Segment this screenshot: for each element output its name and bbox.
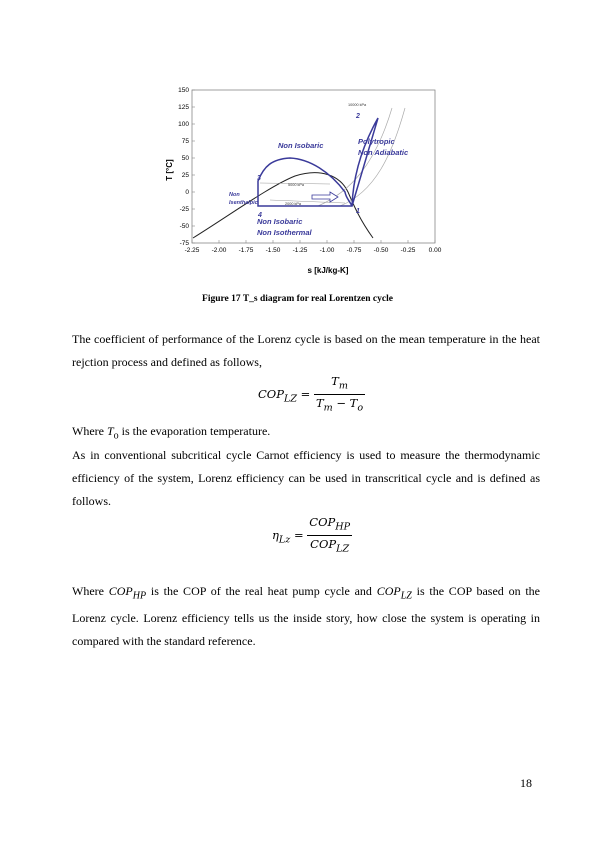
y-tick-label: -25 [179,206,189,213]
label-non-isothermal: Non Isothermal [257,228,312,237]
y-tick-label: -75 [179,240,189,247]
y-tick-label: -50 [179,223,189,230]
point-4-label: 4 [258,212,262,219]
y-axis-label: T [°C] [165,159,174,181]
y-tick-label: 150 [178,87,189,94]
eq2-fraction: $\frac{COP_{HP}}{COP_{LZ}}$ [309,515,351,555]
x-tick-label: -2.25 [184,247,200,254]
x-tick-label: -1.50 [265,247,281,254]
label-10000kpa: 10000 kPa [348,103,367,107]
eq1-fraction: $\frac{T_m}{T_m - T_o}$ [315,374,364,414]
x-tick-label: 0.00 [428,247,442,254]
y-tick-label: 0 [185,189,189,196]
eq1-lhs: $COP_{LZ}$ [258,386,297,405]
label-polytropic: Polytropic [358,137,395,146]
ts-diagram-figure [160,80,450,280]
x-tick-label: -1.00 [319,247,335,254]
x-axis-label: s [kJ/kg-K] [307,266,349,275]
x-tick-label: -2.00 [211,247,227,254]
page-number: 18 [520,776,532,790]
point-3-label: 3 [257,175,261,182]
y-tick-label: 100 [178,121,189,128]
x-tick-label: -0.50 [373,247,389,254]
point-2-label: 2 [356,113,360,120]
x-tick-label: -1.75 [238,247,254,254]
label-non: Non [229,192,240,198]
y-tick-label: 50 [181,155,189,162]
x-tick-label: -1.25 [292,247,308,254]
point-1-label: 1 [356,208,360,215]
paragraph-lorenz-efficiency: As in conventional subcritical cycle Carnot efficiency is used to measure the thermodynamic efficiency of the system, Lorenz efficiency can be used in transcritical cycle and is defined as follows. [72,448,540,508]
ts-diagram-svg [160,80,450,280]
figure-caption: Figure 17 T_s diagram for real Lorentzen cycle [202,294,393,304]
equation-cop-lz: $COP_{LZ}$ = $\frac{T_m}{T_m - T_o}$ [258,373,365,417]
label-non-isobaric-top: Non Isobaric [278,141,324,150]
label-non-adiabatic: Non Adiabatic [358,148,409,157]
paragraph-where-to: Where $T_o$ is the evaporation temperature. [72,424,271,442]
x-tick-label: -0.75 [346,247,362,254]
y-tick-label: 25 [181,172,189,179]
paragraph-cop-intro: The coefficient of performance of the Lorenz cycle is based on the mean temperature in the heat rejction process and defined as follows, [72,332,540,369]
label-5000kpa: 5000 kPa [288,183,305,187]
paragraph-cophp-coplz: Where $COP_{HP}$ is the COP of the real heat pump cycle and $COP_{LZ}$ is the COP based on the Lorenz cycle. Lorenz efficiency tells us the inside story, how close the system is operating in compared with the standard reference. [72,584,540,649]
x-tick-label: -0.25 [400,247,416,254]
equation-eta-lz: $\eta_{Lz}$ = $\frac{COP_{HP}}{COP_{LZ}}$ [272,514,352,558]
y-tick-label: 75 [181,138,189,145]
plot-frame [192,90,435,243]
eq2-lhs: $\eta_{Lz}$ [272,527,291,546]
y-tick-label: 125 [178,104,189,111]
label-2000kpa: 2000 kPa [285,202,302,206]
label-non-isobaric-bottom: Non Isobaric [257,217,303,226]
label-isenthalpic: Isenthalpic [229,200,258,206]
